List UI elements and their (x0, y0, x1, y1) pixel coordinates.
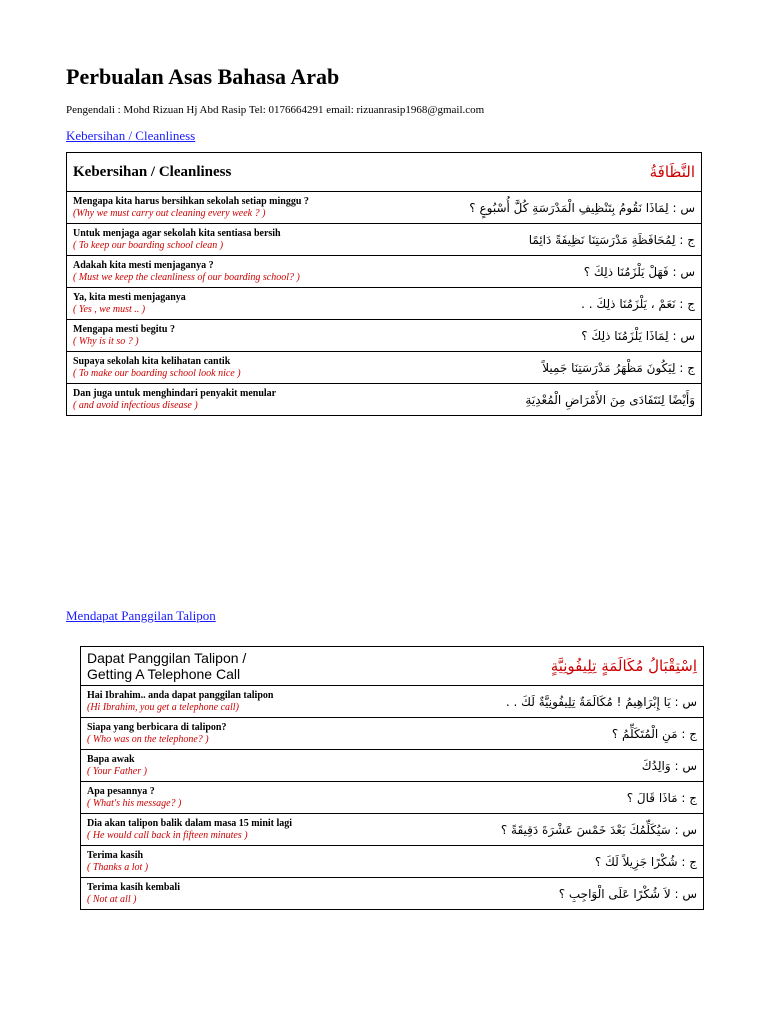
arabic-cell: ج : نَعَمْ ، يَلْزَمُنَا ذلِكَ . . (385, 288, 702, 320)
english-translation: ( To make our boarding school look nice ) (73, 367, 241, 379)
malay-cell: Mengapa mesti begitu ? ( Why is it so ? ) (67, 320, 385, 352)
table-header-row (81, 647, 704, 686)
table-row (81, 814, 704, 846)
malay-cell: Terima kasih kembali ( Not at all ) (81, 878, 397, 910)
malay-cell: Untuk menjaga agar sekolah kita sentiasa bersih ( To keep our boarding school clean ) (67, 224, 385, 256)
table-row (81, 878, 704, 910)
malay-cell: Supaya sekolah kita kelihatan cantik ( To make our boarding school look nice ) (67, 352, 385, 384)
header-arabic: اِسْتِقْبَالُ مُكَالَمَةٍ تِلِيفُونِيَّةٍ (397, 647, 704, 686)
table-row (67, 224, 702, 256)
malay-cell: Siapa yang berbicara di talipon? ( Who was on the telephone? ) (81, 718, 397, 750)
arabic-cell: ج : لِمُحَافَظَةِ مَدْرَسَتِنَا نَظِيفَةً دَائِمًا (385, 224, 702, 256)
contact-line: Pengendali : Mohd Rizuan Hj Abd Rasip Tel: 0176664291 email: rizuanrasip1968@gmail.com (66, 104, 485, 116)
table-row (67, 320, 702, 352)
table-row (81, 782, 704, 814)
document-title: Perbualan Asas Bahasa Arab (66, 64, 340, 89)
table-row (81, 718, 704, 750)
malay-cell: Ya, kita mesti menjaganya ( Yes , we must .. ) (67, 288, 385, 320)
table-row (81, 846, 704, 878)
malay-cell: Dia akan talipon balik dalam masa 15 minit lagi ( He would call back in fifteen minutes ) (81, 814, 397, 846)
malay-cell: Terima kasih ( Thanks a lot ) (81, 846, 397, 878)
malay-cell: Mengapa kita harus bersihkan sekolah setiap minggu ? (Why we must carry out cleaning every week ? ) (67, 192, 385, 224)
arabic-cell: س : فَهَلْ يَلْزَمُنَا ذلِكَ ؟ (385, 256, 702, 288)
table-row (67, 384, 702, 416)
arabic-cell: س : لِمَاذَا نَقُومُ بِتَنْظِيفِ الْمَدْرَسَةِ كُلَّ أُسْبُوعٍ ؟ (385, 192, 702, 224)
section-link-cleanliness[interactable]: Kebersihan / Cleanliness (66, 128, 196, 143)
english-translation: (Hi Ibrahim, you get a telephone call) (87, 701, 239, 713)
english-translation: ( What's his message? ) (87, 797, 182, 809)
english-translation: ( Must we keep the cleanliness of our boarding school? ) (73, 271, 300, 283)
arabic-cell: س : لاَ شُكْرًا عَلَى الْوَاجِبِ ؟ (397, 878, 704, 910)
header-malay: Kebersihan / Cleanliness (67, 153, 385, 192)
english-translation: ( He would call back in fifteen minutes ) (87, 829, 248, 841)
arabic-cell: ج : مَنِ الْمُتَكَلِّمُ ؟ (397, 718, 704, 750)
table-row (81, 686, 704, 718)
english-translation: (Why we must carry out cleaning every week ? ) (73, 207, 266, 219)
english-translation: ( Thanks a lot ) (87, 861, 149, 873)
english-translation: ( and avoid infectious disease ) (73, 399, 198, 411)
section-link-telephone[interactable]: Mendapat Panggilan Talipon (66, 608, 216, 623)
arabic-cell: س : لِمَاذَا يَلْزَمُنَا ذلِكَ ؟ (385, 320, 702, 352)
english-translation: ( Why is it so ? ) (73, 335, 139, 347)
table-row (67, 256, 702, 288)
english-translation: ( Your Father ) (87, 765, 147, 777)
table-row (67, 352, 702, 384)
table-row (67, 288, 702, 320)
arabic-cell: وَأَيْضًا لِنَتَفَادَى مِنَ الأَمْرَاضِ الْمُعْدِيَةِ (385, 384, 702, 416)
english-translation: ( Yes , we must .. ) (73, 303, 146, 315)
english-translation: ( Who was on the telephone? ) (87, 733, 209, 745)
table-row (81, 750, 704, 782)
english-translation: ( Not at all ) (87, 893, 137, 905)
arabic-cell: ج : مَاذَا قَالَ ؟ (397, 782, 704, 814)
malay-cell: Hai Ibrahim.. anda dapat panggilan talipon (Hi Ibrahim, you get a telephone call) (81, 686, 397, 718)
arabic-cell: س : وَالِدُكَ (397, 750, 704, 782)
table-header-row (67, 153, 702, 192)
malay-cell: Adakah kita mesti menjaganya ? ( Must we keep the cleanliness of our boarding school? ) (67, 256, 385, 288)
table-row (67, 192, 702, 224)
telephone-table (80, 646, 704, 910)
arabic-cell: س : سَيُكَلِّمُكَ بَعْدَ خَمْسَ عَشْرَةَ دَقِيقَةً ؟ (397, 814, 704, 846)
english-translation: ( To keep our boarding school clean ) (73, 239, 224, 251)
malay-cell: Dan juga untuk menghindari penyakit menular ( and avoid infectious disease ) (67, 384, 385, 416)
arabic-cell: ج : لِيَكُونَ مَظْهَرُ مَدْرَسَتِنَا جَمِيلاً (385, 352, 702, 384)
malay-cell: Bapa awak ( Your Father ) (81, 750, 397, 782)
header-arabic: النَّظَافَةُ (385, 153, 702, 192)
arabic-cell: س : يَا إِبْرَاهِيمُ ! مُكَالَمَةٌ تِلِيفُونِيَّةٌ لَكَ . . (397, 686, 704, 718)
arabic-cell: ج : شُكْرًا جَزِيلاً لَكَ ؟ (397, 846, 704, 878)
malay-cell: Apa pesannya ? ( What's his message? ) (81, 782, 397, 814)
header-malay: Dapat Panggilan Talipon / Getting A Telephone Call (81, 647, 397, 686)
cleanliness-table (66, 152, 702, 416)
